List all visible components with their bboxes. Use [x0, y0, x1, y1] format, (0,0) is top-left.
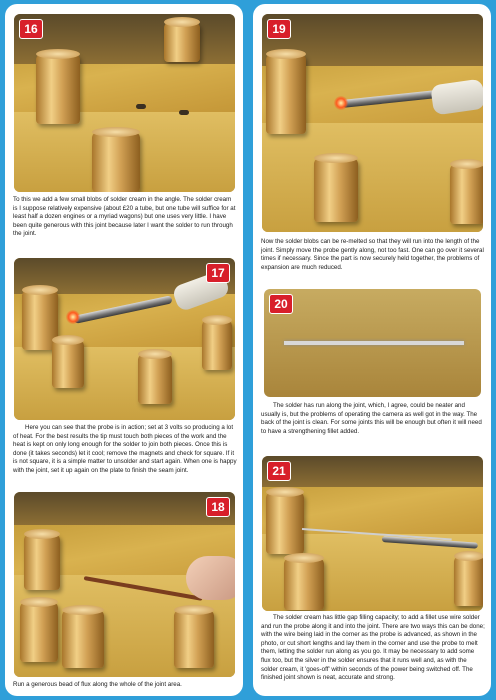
magnet-cylinder — [36, 54, 80, 124]
solder-blob — [136, 104, 146, 109]
photo-step-20 — [264, 289, 481, 397]
hand — [186, 556, 235, 600]
step-20-caption: The solder has run along the joint, which, I agree, could be neater and usually is, but the problems of operating the camera as well got in the way. The back of the joint is clean. For some joints this will be enough but often it will need to have a strengthening fillet added. — [261, 402, 482, 435]
step-18-caption: Run a generous bead of flux along the whole of the joint area. — [13, 681, 182, 688]
photo-background — [262, 456, 483, 487]
magnet-cylinder — [314, 158, 358, 222]
magnet-cylinder — [454, 556, 483, 606]
step-number-badge: 17 — [206, 263, 230, 283]
magnet-cylinder — [52, 340, 84, 388]
magnet-cylinder — [62, 610, 104, 668]
step-17-caption: Here you can see that the probe is in action; set at 3 volts so producing a lot of heat. For the best results the tip must touch both pieces of the work and the heat is kept on only long enough for the solder to join both pieces. Once this is done (it takes seconds) let it cool; remove the magnets and check for square. If it is not square, it is a simple matter to unsolder and start again. When one is happy with the joint, set it up again on the plate to finish the seam joint. — [13, 424, 237, 474]
step-number-badge: 16 — [19, 19, 43, 39]
magnet-cylinder — [138, 354, 172, 404]
photo-step-19 — [262, 14, 483, 232]
right-column — [253, 4, 491, 696]
magnet-cylinder — [20, 602, 58, 662]
soldering-probe — [73, 295, 172, 324]
photo-step-18 — [14, 492, 235, 677]
magnet-cylinder — [284, 558, 324, 610]
magnet-cylinder — [266, 492, 304, 554]
photo-background — [14, 492, 235, 525]
magnet-cylinder — [450, 164, 483, 224]
photo-step-17 — [14, 258, 235, 420]
magnet-cylinder — [24, 534, 60, 590]
left-column — [5, 4, 243, 696]
step-21-caption: The solder cream has little gap filling capacity; to add a fillet use wire solder and run the probe along it and into the joint. There are two ways this can be done; with the wire being laid in the corner as the probe is advanced, as shown in the photo, or cut short lengths and lay them in the corner and use the probe to melt them, letting the solder run along as you go. It may be necessary to add some flux too, but the silver in the solder ensures that it runs well and, as with the solder cream, it 'goes-off' within seconds of the power being switched off. The finished joint shown is neat, accurate and strong. — [261, 614, 485, 682]
solder-blob — [179, 110, 189, 115]
step-number-badge: 19 — [267, 19, 291, 39]
heat-glow — [334, 96, 348, 110]
magnet-cylinder — [174, 610, 214, 668]
step-19-caption: Now the solder blobs can be re-melted so that they will run into the length of the joint. Simply move the probe gently along, not too fast. One can go over it several times if necessary. Since the part is now securely held together, the problems of expansion are much reduced. — [261, 238, 484, 271]
probe-handle — [430, 79, 483, 116]
photo-step-21 — [262, 456, 483, 611]
step-number-badge: 18 — [206, 497, 230, 517]
heat-glow — [66, 310, 80, 324]
step-number-badge: 21 — [267, 461, 291, 481]
step-number-badge: 20 — [269, 294, 293, 314]
magnet-cylinder — [92, 132, 140, 192]
magnet-cylinder — [202, 320, 232, 370]
step-16-caption: To this we add a few small blobs of solder cream in the angle. The solder cream is I suppose relatively expensive (about £20 a tube, but one tube will suffice for at least half a dozen engines or a myriad wagons) but one uses very little. I have been quite generous with this joint because later I want the solder to run through the joint. — [13, 196, 236, 238]
magnet-cylinder — [266, 54, 306, 134]
photo-step-16 — [14, 14, 235, 192]
magnet-cylinder — [164, 22, 200, 62]
solder-seam — [284, 341, 464, 345]
